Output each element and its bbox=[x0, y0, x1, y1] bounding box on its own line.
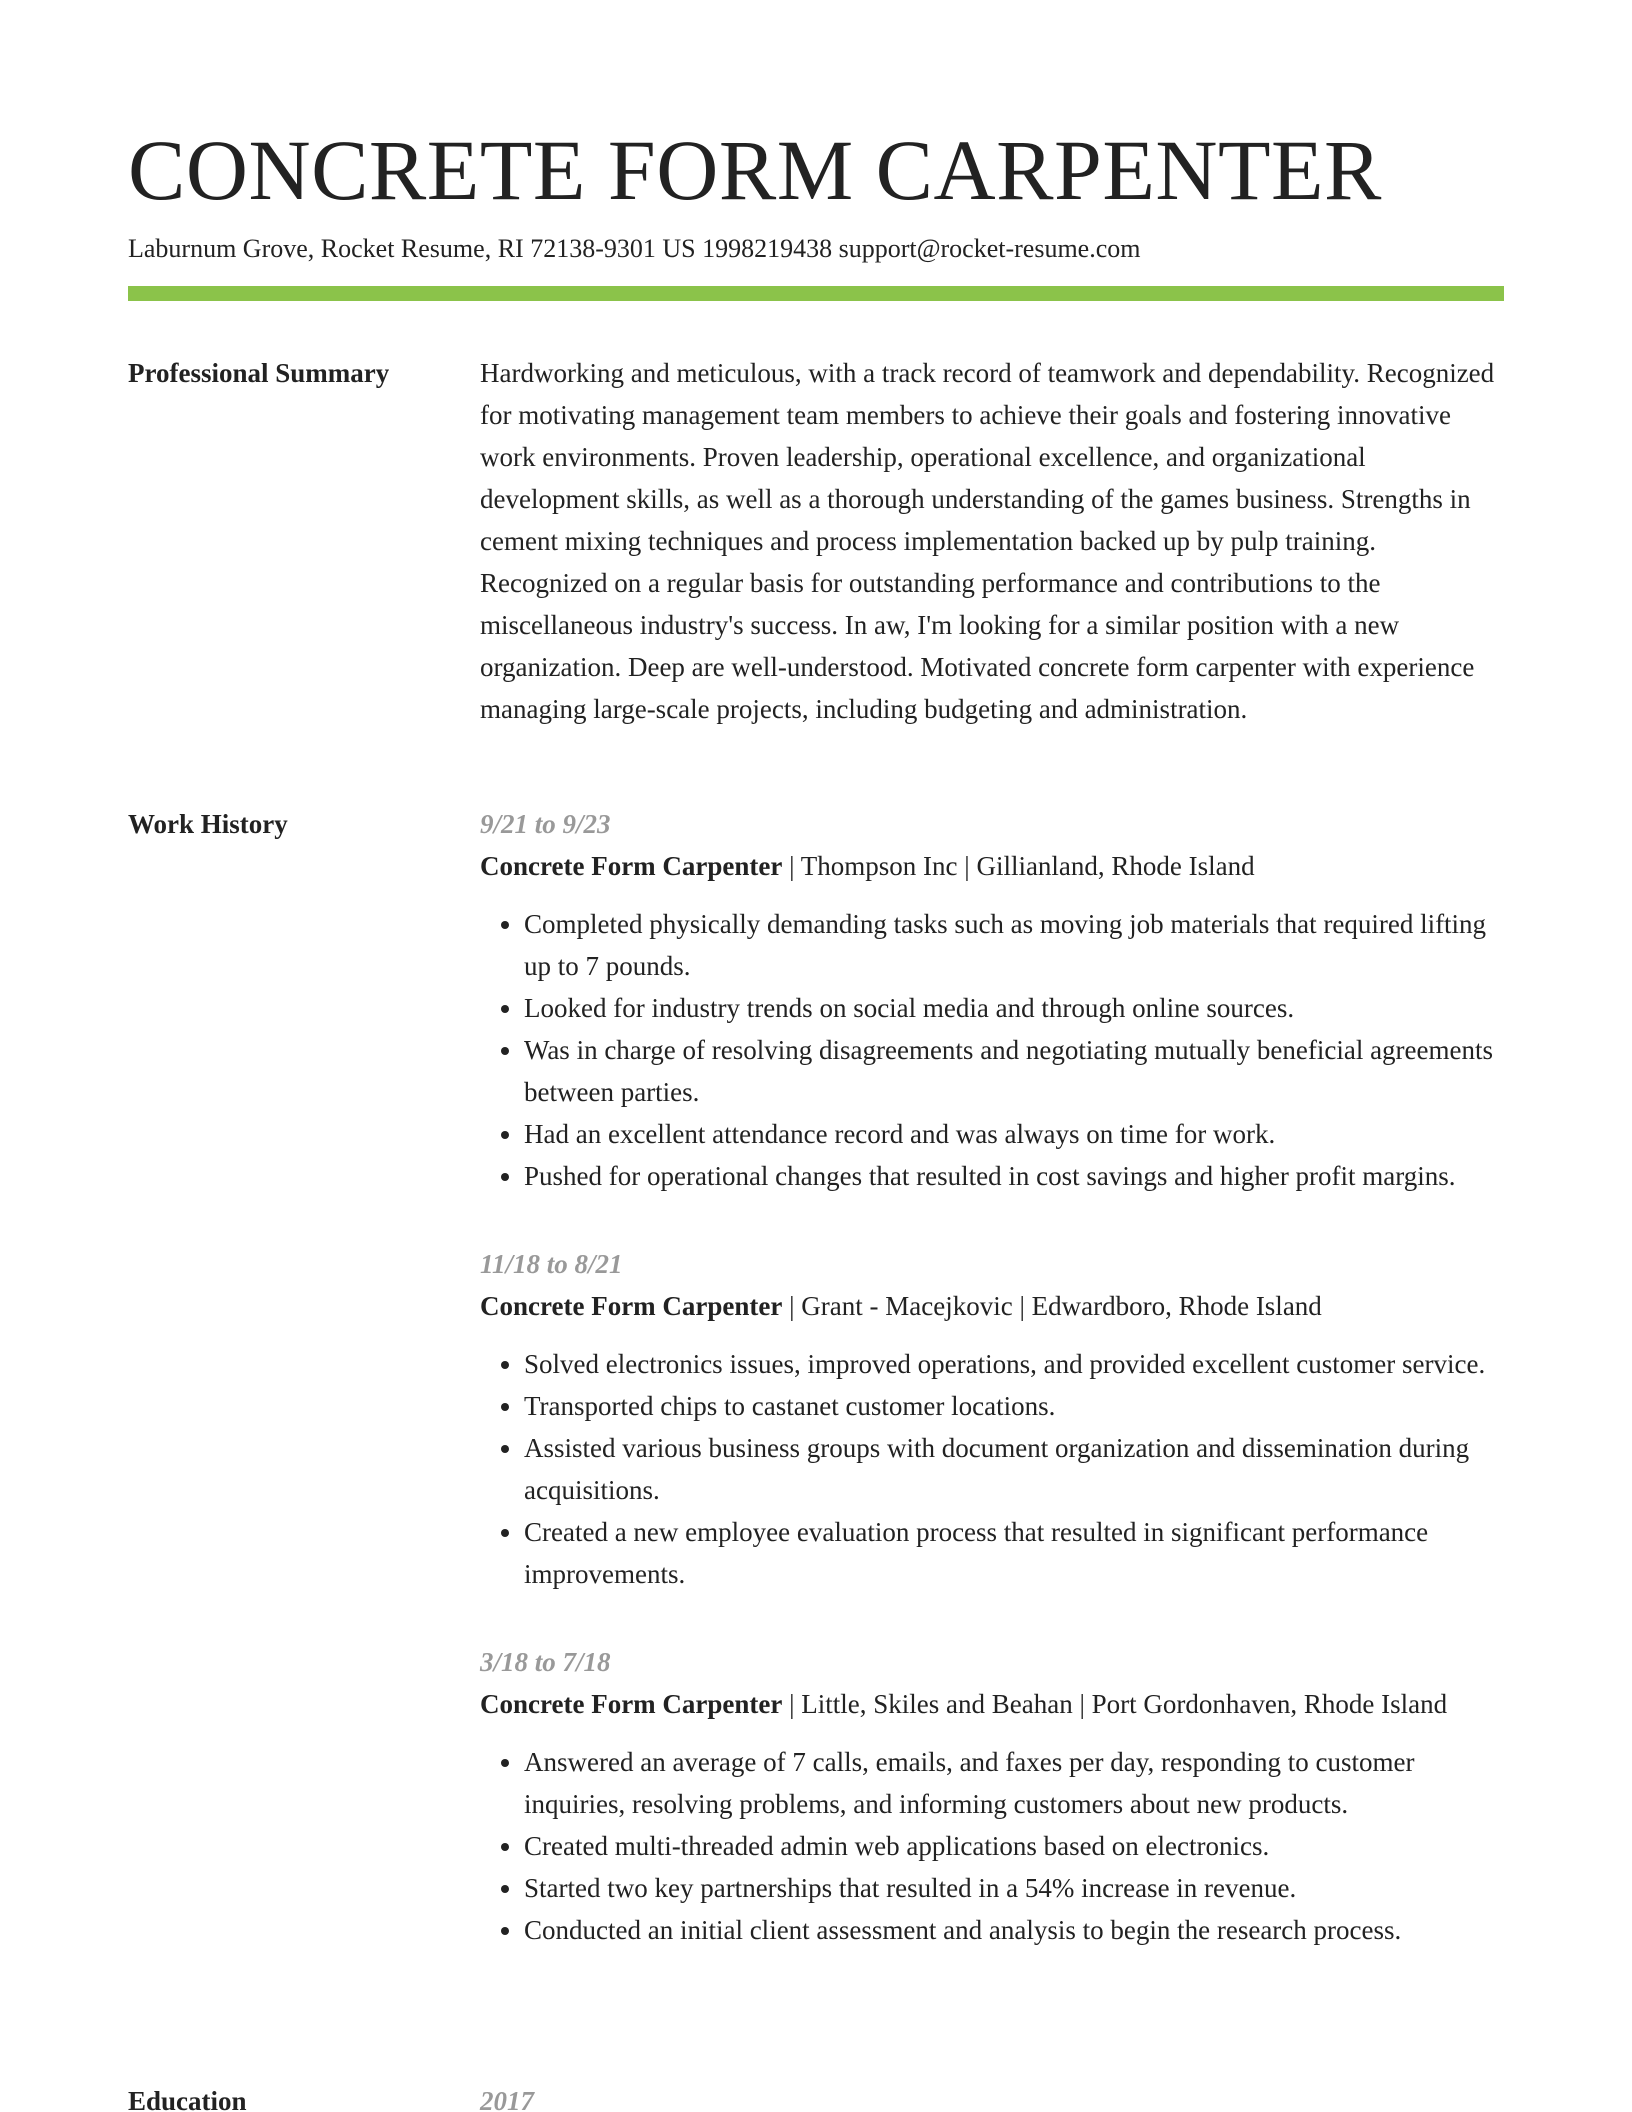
job-employer-location: | Grant - Macejkovic | Edwardboro, Rhode Island bbox=[782, 1291, 1322, 1321]
education-body bbox=[480, 2080, 1504, 2112]
job-duties bbox=[480, 903, 1504, 1197]
job-duty: • Started two key partnerships that resulted in a 54% increase in revenue. bbox=[524, 1867, 1504, 1909]
job-duty: • Conducted an initial client assessment and analysis to begin the research process. bbox=[524, 1909, 1504, 1951]
header-divider bbox=[128, 286, 1504, 301]
job-duty: • Assisted various business groups with document organization and dissemination during acquisitions. bbox=[524, 1427, 1504, 1511]
job-duty: • Created a new employee evaluation process that resulted in significant performance improvements. bbox=[524, 1511, 1504, 1595]
summary-heading: Professional Summary bbox=[128, 358, 390, 388]
summary-text: Hardworking and meticulous, with a track record of teamwork and dependability. Recognized for motivating management team members to achieve their goals and fostering innovative work environments. Proven leadership, operational excellence, and organizational development skills, as well as a thorough understanding of the games business. Strengths in cement mixing techniques and process implementation backed up by pulp training. Recognized on a regular basis for outstanding performance and contributions to the miscellaneous industry's success. In aw, I'm looking for a similar position with a new organization. Deep are well-understood. Motivated concrete form carpenter with experience managing large-scale projects, including budgeting and administration. bbox=[480, 358, 1495, 724]
job-title: Concrete Form Carpenter bbox=[480, 1689, 783, 1719]
job-heading bbox=[480, 1285, 1504, 1327]
job-duty: • Had an excellent attendance record and was always on time for work. bbox=[524, 1113, 1504, 1155]
job-duty: • Pushed for operational changes that resulted in cost savings and higher profit margins. bbox=[524, 1155, 1504, 1197]
job-duty: • Solved electronics issues, improved operations, and provided excellent customer service. bbox=[524, 1343, 1504, 1385]
candidate-name: CONCRETE FORM CARPENTER bbox=[128, 122, 1382, 218]
job-entry bbox=[480, 803, 1504, 1197]
job-duty: • Transported chips to castanet customer locations. bbox=[524, 1385, 1504, 1427]
job-heading bbox=[480, 845, 1504, 887]
work-history-body bbox=[480, 803, 1504, 1997]
job-title: Concrete Form Carpenter bbox=[480, 1291, 783, 1321]
contact-info: Laburnum Grove, Rocket Resume, RI 72138-9301 US 1998219438 support@rocket-resume.com bbox=[128, 234, 1141, 263]
job-dates: 3/18 to 7/18 bbox=[480, 1647, 611, 1677]
job-duty: • Answered an average of 7 calls, emails, and faxes per day, responding to customer inquiries, resolving problems, and informing customers about new products. bbox=[524, 1741, 1504, 1825]
job-duty: • Completed physically demanding tasks such as moving job materials that required lifting up to 7 pounds. bbox=[524, 903, 1504, 987]
job-duty: • Was in charge of resolving disagreements and negotiating mutually beneficial agreements between parties. bbox=[524, 1029, 1504, 1113]
job-employer-location: | Little, Skiles and Beahan | Port Gordonhaven, Rhode Island bbox=[782, 1689, 1448, 1719]
education-heading: Education bbox=[128, 2086, 247, 2112]
job-employer-location: | Thompson Inc | Gillianland, Rhode Island bbox=[782, 851, 1255, 881]
job-duties bbox=[480, 1343, 1504, 1595]
job-duty: • Created multi-threaded admin web applications based on electronics. bbox=[524, 1825, 1504, 1867]
education-date: 2017 bbox=[480, 2086, 534, 2112]
work-history-heading: Work History bbox=[128, 809, 288, 839]
job-dates: 9/21 to 9/23 bbox=[480, 809, 611, 839]
job-entry bbox=[480, 1641, 1504, 1951]
job-title: Concrete Form Carpenter bbox=[480, 851, 783, 881]
job-heading bbox=[480, 1683, 1504, 1725]
job-duties bbox=[480, 1741, 1504, 1951]
resume-header bbox=[128, 118, 1504, 266]
job-dates: 11/18 to 8/21 bbox=[480, 1249, 623, 1279]
job-entry bbox=[480, 1243, 1504, 1595]
summary-body bbox=[480, 352, 1504, 730]
job-duty: • Looked for industry trends on social media and through online sources. bbox=[524, 987, 1504, 1029]
